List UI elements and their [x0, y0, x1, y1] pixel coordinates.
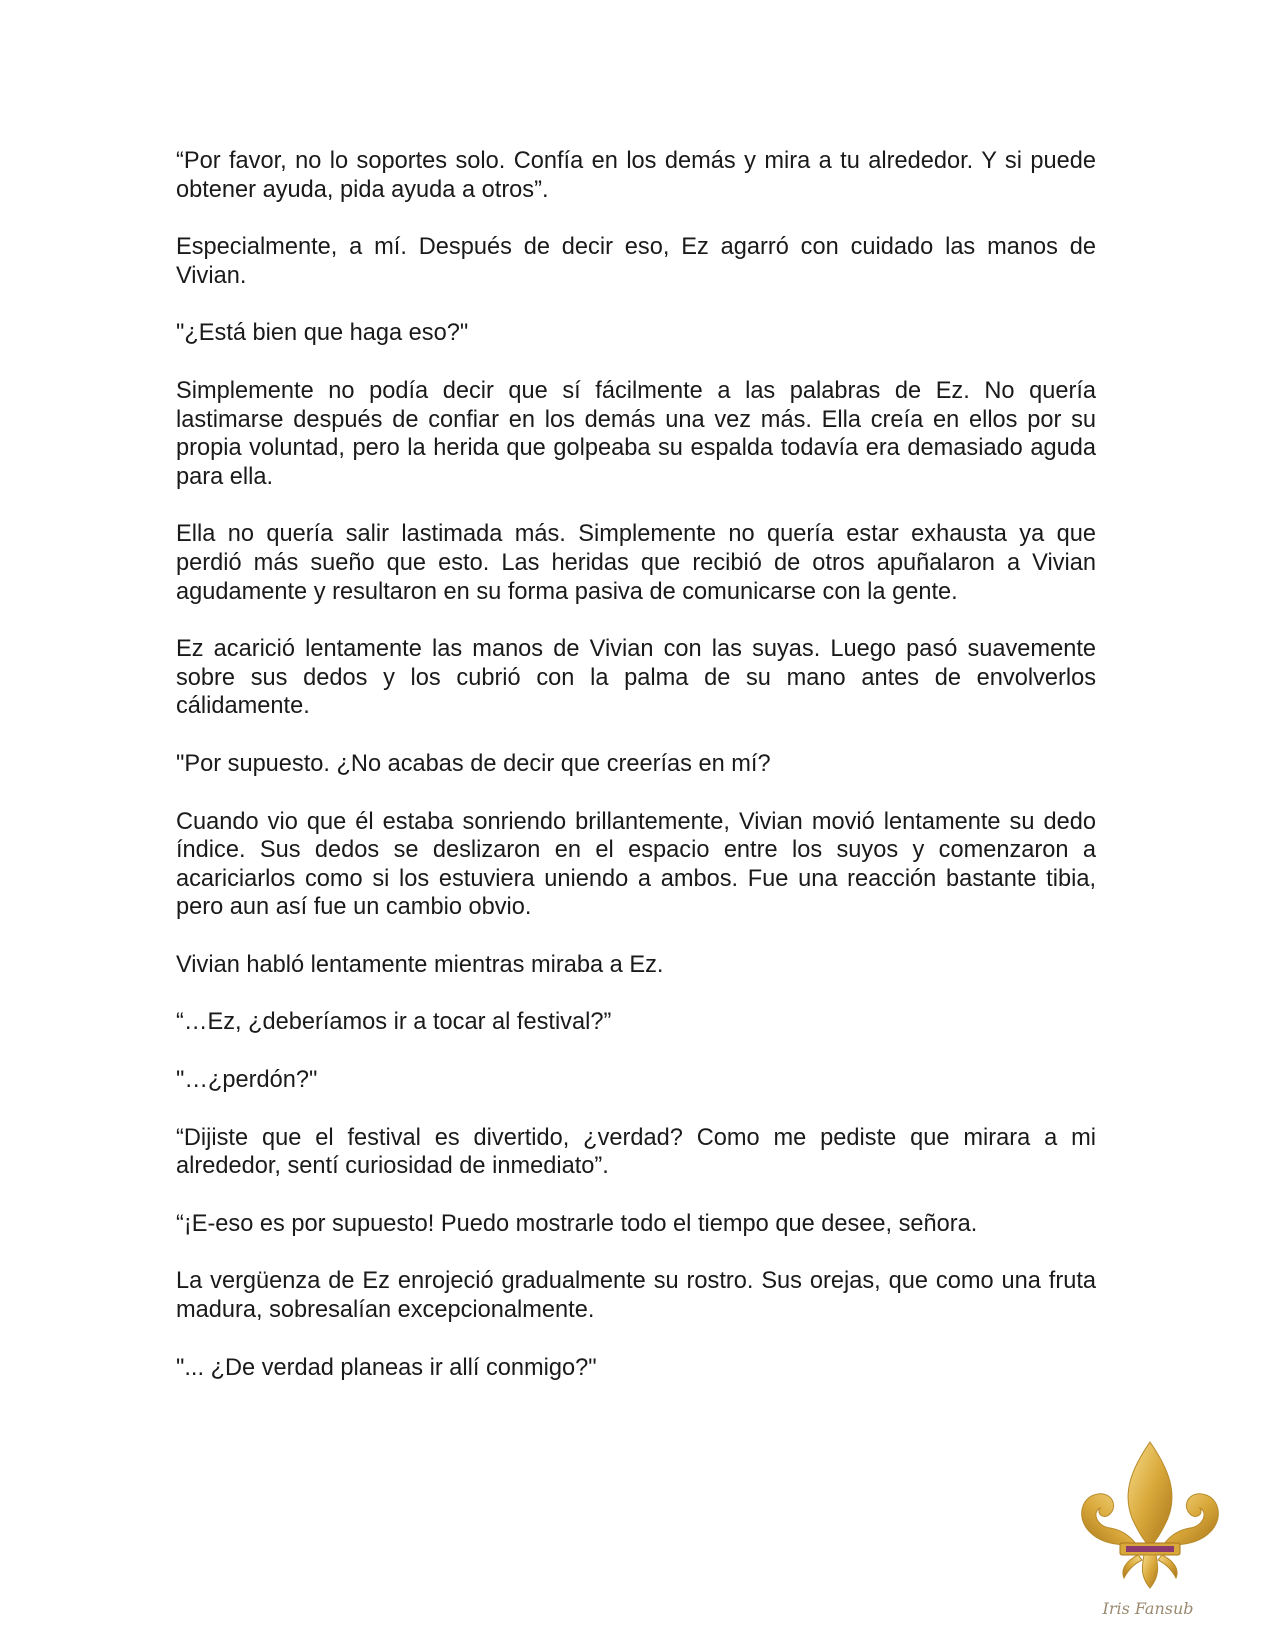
paragraph: "¿Está bien que haga eso?" — [176, 320, 469, 347]
paragraph: “Por favor, no lo soportes solo. Confía en los demás y mira a tu alrededor. Y si puede obtener ayuda, pida ayuda a otros”. — [176, 148, 1096, 203]
paragraph: Especialmente, a mí. Después de decir eso, Ez agarró con cuidado las manos de Vivian. — [176, 234, 1096, 289]
paragraph: "... ¿De verdad planeas ir allí conmigo?" — [176, 1354, 597, 1381]
paragraph: “Dijiste que el festival es divertido, ¿verdad? Como me pediste que mirara a mi alrededor, sentí curiosidad de inmediato”. — [176, 1124, 1096, 1180]
paragraph: Simplemente no podía decir que sí fácilmente a las palabras de Ez. No quería lastimarse después de confiar en los demás una vez más. Ella creía en ellos por su propia voluntad, pero la herida que golpeaba su espalda todavía era demasiado aguda para ella. — [176, 377, 1096, 490]
fleur-de-lis-icon — [1070, 1440, 1230, 1620]
paragraph: "…¿perdón?" — [176, 1067, 318, 1094]
paragraph: Vivian habló lentamente mientras miraba a Ez. — [176, 951, 664, 978]
document-body — [176, 147, 1096, 1411]
paragraph: "Por supuesto. ¿No acabas de decir que creerías en mí? — [176, 750, 771, 777]
paragraph: “…Ez, ¿deberíamos ir a tocar al festival?” — [176, 1009, 612, 1036]
paragraph: “¡E-eso es por supuesto! Puedo mostrarle todo el tiempo que desee, señora. — [176, 1210, 978, 1237]
paragraph: Cuando vio que él estaba sonriendo brillantemente, Vivian movió lentamente su dedo índice. Sus dedos se deslizaron en el espacio entre los suyos y comenzaron a acariciarlos como si los estuviera uniendo a ambos. Fue una reacción bastante tibia, pero aun así fue un cambio obvio. — [176, 808, 1096, 921]
watermark-text: Iris Fansub — [1102, 1599, 1194, 1618]
paragraph: Ella no quería salir lastimada más. Simplemente no quería estar exhausta ya que perdió más sueño que esto. Las heridas que recibió de otros apuñalaron a Vivian agudamente y resultaron en su forma pasiva de comunicarse con la gente. — [176, 521, 1096, 605]
paragraph: La vergüenza de Ez enrojeció gradualmente su rostro. Sus orejas, que como una fruta madura, sobresalían excepcionalmente. — [176, 1268, 1096, 1324]
paragraph: Ez acarició lentamente las manos de Vivian con las suyas. Luego pasó suavemente sobre sus dedos y los cubrió con la palma de su mano antes de envolverlos cálidamente. — [176, 636, 1096, 720]
watermark-logo — [1070, 1440, 1230, 1620]
